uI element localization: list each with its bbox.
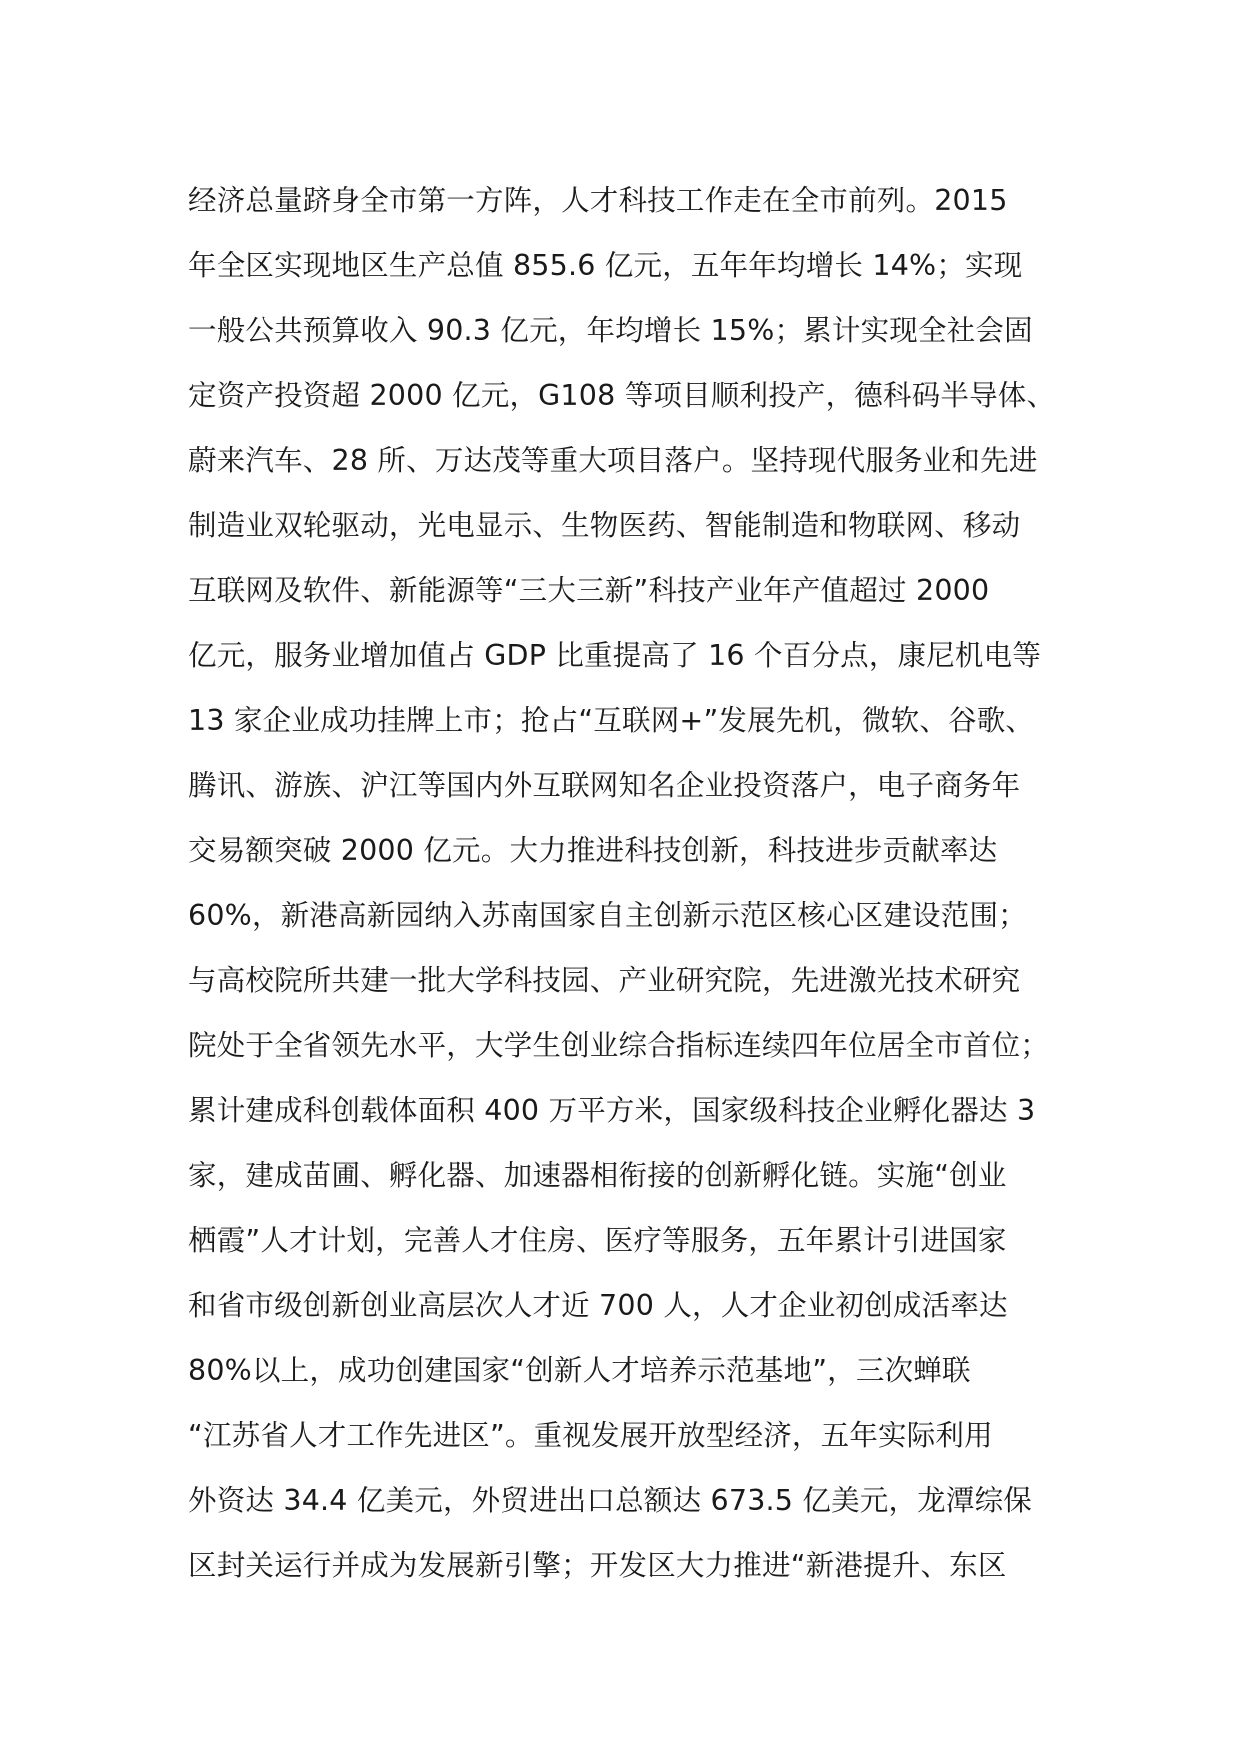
- text-line: 交易额突破 2000 亿元。大力推进科技创新，科技进步贡献率达: [188, 834, 998, 867]
- text-line: 和省市级创新创业高层次人才近 700 人，人才企业初创成活率达: [188, 1289, 1008, 1322]
- text-line: 经济总量跻身全市第一方阵，人才科技工作走在全市前列。2015: [188, 184, 1008, 217]
- text-line: 制造业双轮驱动，光电显示、生物医药、智能制造和物联网、移动: [188, 509, 1021, 542]
- text-line: 定资产投资超 2000 亿元，G108 等项目顺利投产，德科码半导体、: [188, 379, 1056, 412]
- text-line: 腾讯、游族、沪江等国内外互联网知名企业投资落户，电子商务年: [188, 769, 1021, 802]
- text-line: 累计建成科创载体面积 400 万平方米，国家级科技企业孵化器达 3: [188, 1094, 1036, 1127]
- text-line: 外资达 34.4 亿美元，外贸进出口总额达 673.5 亿美元，龙潭综保: [188, 1484, 1032, 1517]
- text-line: 院处于全省领先水平，大学生创业综合指标连续四年位居全市首位；: [188, 1029, 1050, 1062]
- text-line: 60%，新港高新园纳入苏南国家自主创新示范区核心区建设范围；: [188, 899, 1027, 932]
- text-line: “江苏省人才工作先进区”。重视发展开放型经济，五年实际利用: [188, 1419, 993, 1452]
- text-line: 家，建成苗圃、孵化器、加速器相衔接的创新孵化链。实施“创业: [188, 1159, 1007, 1192]
- text-line: 栖霞”人才计划，完善人才住房、医疗等服务，五年累计引进国家: [188, 1224, 1007, 1257]
- text-line: 亿元，服务业增加值占 GDP 比重提高了 16 个百分点，康尼机电等: [188, 639, 1042, 672]
- text-line: 蔚来汽车、28 所、万达茂等重大项目落户。坚持现代服务业和先进: [188, 444, 1038, 477]
- text-line: 年全区实现地区生产总值 855.6 亿元，五年年均增长 14%；实现: [188, 249, 1023, 282]
- text-line: 80%以上，成功创建国家“创新人才培养示范基地”，三次蝉联: [188, 1354, 971, 1387]
- text-line: 互联网及软件、新能源等“三大三新”科技产业年产值超过 2000: [188, 574, 990, 607]
- text-line: 区封关运行并成为发展新引擎；开发区大力推进“新港提升、东区: [188, 1549, 1007, 1582]
- text-line: 与高校院所共建一批大学科技园、产业研究院，先进激光技术研究: [188, 964, 1021, 997]
- text-line: 13 家企业成功挂牌上市；抢占“互联网+”发展先机，微软、谷歌、: [188, 704, 1035, 737]
- body-paragraph: [188, 168, 1088, 1598]
- text-line: 一般公共预算收入 90.3 亿元，年均增长 15%；累计实现全社会固: [188, 314, 1033, 347]
